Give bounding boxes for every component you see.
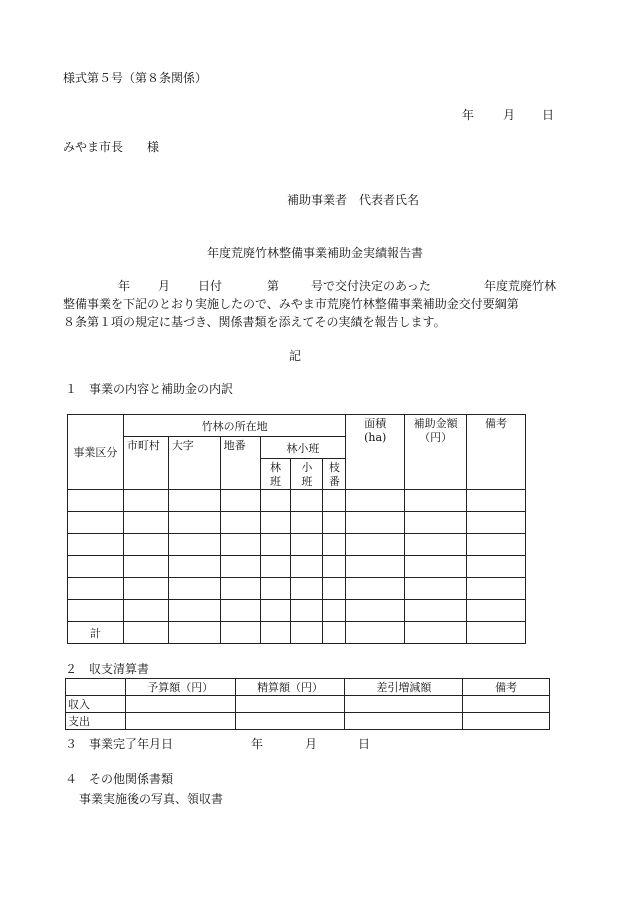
- header-edaban-2: 番: [328, 475, 340, 488]
- header-subsidy-unit: （円）: [419, 431, 453, 444]
- income-label: 収入: [66, 696, 126, 713]
- settlement-table: [65, 678, 550, 730]
- header-rinpan: [260, 459, 291, 490]
- section4-item: 事業実施後の写真、領収書: [79, 792, 224, 806]
- intro-paragraph: [63, 277, 568, 331]
- form-number: 様式第５号（第８条関係）: [63, 71, 208, 85]
- header-shohan-1: 小: [301, 461, 313, 474]
- header-rinpan-1: 林: [269, 461, 281, 474]
- header-city: 市町村: [123, 437, 168, 490]
- table-row: [68, 600, 526, 622]
- header-chiban: 地番: [220, 437, 260, 490]
- table-row: [68, 556, 526, 578]
- applicant-label: 補助事業者 代表者氏名: [287, 193, 420, 207]
- total-label: 計: [68, 622, 124, 644]
- intro-go: 号で交付決定のあった: [311, 279, 431, 293]
- header-location: 竹林の所在地: [123, 415, 345, 437]
- income-row: [66, 696, 550, 713]
- header-rinshohan: 林小班: [260, 437, 346, 459]
- addressee: みやま市長 様: [63, 140, 160, 154]
- section3-month: 月: [305, 737, 318, 751]
- table-row: [68, 512, 526, 534]
- intro-line-2: 整備事業を下記のとおり実施したので、みやま市荒廃竹林整備事業補助金交付要綱第: [63, 297, 519, 311]
- date-year-label: 年: [462, 108, 475, 122]
- expense-row: [66, 713, 550, 730]
- header-edaban-1: 枝: [328, 461, 340, 474]
- header-shohan: [291, 459, 323, 490]
- table-row: [68, 490, 526, 512]
- header-edaban: [323, 459, 346, 490]
- intro-line-3: ８条第１項の規定に基づき、関係書類を添えてその実績を報告します。: [63, 315, 446, 329]
- header-area-unit: (ha): [364, 431, 387, 444]
- col-remarks: 備考: [463, 679, 550, 696]
- document-title: 年度荒廃竹林整備事業補助金実績報告書: [206, 246, 423, 260]
- intro-fiscal-year: 年度荒廃竹林: [484, 279, 557, 293]
- header-area-text: 面積: [364, 417, 387, 430]
- table-row: [68, 534, 526, 556]
- col-settled: 精算額（円）: [235, 679, 345, 696]
- intro-day: 日付: [198, 279, 223, 293]
- date-day-label: 日: [542, 108, 555, 122]
- section2-heading: ２ 収支清算書: [65, 662, 150, 676]
- header-subsidy: [405, 415, 467, 490]
- section4-heading: ４ その他関係書類: [65, 772, 174, 786]
- header-rinpan-2: 班: [269, 475, 281, 488]
- ki-marker: 記: [288, 349, 301, 363]
- header-category: 事業区分: [68, 415, 124, 490]
- expense-label: 支出: [66, 713, 126, 730]
- date-month-label: 月: [503, 108, 516, 122]
- section3-day: 日: [358, 737, 371, 751]
- intro-dai: 第: [267, 279, 280, 293]
- header-area: [346, 415, 405, 490]
- table-row: [68, 578, 526, 600]
- section3-heading: ３ 事業完了年月日: [65, 737, 174, 751]
- intro-line-1: [63, 277, 568, 295]
- intro-year: 年: [118, 279, 131, 293]
- section1-heading: １ 事業の内容と補助金の内訳: [65, 382, 234, 396]
- header-subsidy-text: 補助金額: [413, 417, 458, 430]
- intro-month: 月: [158, 279, 171, 293]
- section3-year: 年: [251, 737, 264, 751]
- header-oaza: 大字: [168, 437, 220, 490]
- col-difference: 差引増減額: [345, 679, 463, 696]
- col-budget: 予算額（円）: [125, 679, 235, 696]
- breakdown-table: [67, 414, 526, 644]
- header-shohan-2: 班: [301, 475, 313, 488]
- total-row: [68, 622, 526, 644]
- header-remarks: 備考: [467, 415, 526, 490]
